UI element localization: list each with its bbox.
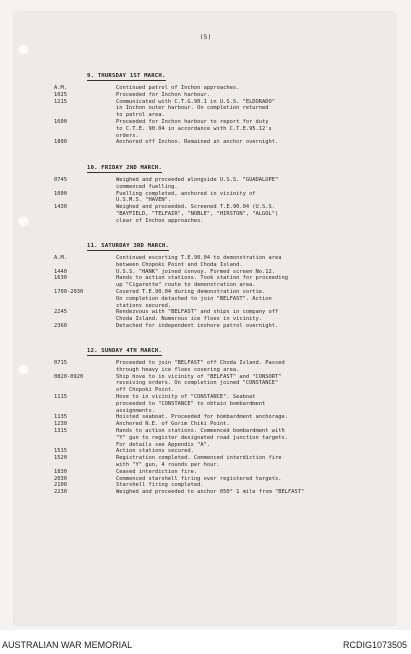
entry-text: Hands to action stations. Commenced bombardment with "Y" gun to register designated road junction targets. For details see Appendix "A".	[116, 427, 289, 448]
log-entry	[54, 204, 377, 224]
entry-text: Weighed and proceeded to anchor 050° 1 mile from "BELFAST"	[116, 489, 305, 496]
entry-text: Communicated with C.T.G.90.1 in U.S.S. "ELDORADO" in Inchon outer harbour. On completion returned to patrol area.	[116, 98, 276, 119]
entry-text: Fuelling completed, anchored in vicinity of U.S.M.S. "HAVEN".	[116, 190, 256, 204]
entry-text: Continued escorting T.E.90.04 to demonstration area between Chopoki Point and Choda Island.	[116, 255, 282, 268]
log-entry	[54, 322, 377, 330]
entry-text: Weighed and proceeded alongside U.S.S. "GUADALUPE" commenced fuelling.	[116, 177, 279, 190]
log-entry	[54, 85, 377, 92]
log-entry	[54, 288, 377, 309]
log-entry	[54, 118, 377, 139]
entry-time: 1135	[54, 414, 67, 421]
entry-text: Continued patrol of Inchon approaches.	[116, 85, 240, 91]
entry-text: Proceeded for Inchon harbour.	[116, 91, 211, 98]
entry-time: A.M.	[54, 85, 67, 91]
entry-text: Anchored off Inchon. Remained at anchor overnight.	[116, 139, 279, 146]
entry-time: 1315	[54, 427, 67, 434]
entry-text: Commenced starshell firing over registered targets.	[116, 475, 282, 482]
footer-reference: RCDIG1073505	[342, 640, 407, 650]
entry-time: 2100	[54, 482, 67, 489]
punch-hole	[18, 216, 29, 227]
entry-text: U.S.S. "HANK" joined convoy. Formed screen No.12.	[116, 268, 276, 275]
entry-text: Ceased interdiction fire.	[116, 468, 198, 475]
log-entry	[54, 468, 377, 476]
entry-text: Hoisted seaboat. Proceeded for bombardment anchorage.	[116, 414, 289, 421]
entry-time: 1600	[54, 118, 67, 125]
footer-institution: AUSTRALIAN WAR MEMORIAL	[2, 640, 133, 650]
punch-hole	[18, 44, 29, 55]
punch-hole	[18, 364, 29, 375]
entry-text: Starshell firing completed.	[116, 482, 204, 489]
log-section	[54, 232, 377, 330]
log-entry	[54, 373, 377, 394]
log-entry	[54, 427, 377, 448]
entry-time: 1115	[54, 393, 67, 400]
section-heading: 12. SUNDAY 4TH MARCH.	[87, 348, 162, 354]
log-entry	[54, 190, 377, 205]
entry-time: 1230	[54, 421, 67, 428]
log-entry	[54, 139, 377, 146]
log-entry	[54, 414, 377, 421]
log-entry	[54, 177, 377, 191]
log-entry	[54, 393, 377, 414]
entry-time: 1800	[54, 139, 67, 146]
entry-time: 2230	[54, 489, 67, 496]
entry-text: Weighed and proceeded. Screened T.E.90.04 (U.S.S. "BAYFIELD, "TELFAIR", "NOBLE", "HIRSTON", "ALGOL") clear of Inchon approaches.	[116, 204, 279, 224]
entry-time: 1440	[54, 268, 67, 275]
entry-time: 1215	[54, 98, 67, 105]
entry-text: Hands to action stations. Took station for proceeding up "Cigarette" route to demonstration area.	[116, 275, 289, 289]
log-entry	[54, 448, 377, 455]
section-heading: 10. FRIDAY 2ND MARCH.	[87, 165, 162, 171]
log-entry	[54, 489, 377, 496]
entry-time: 2360	[54, 322, 67, 329]
entry-text: Action stations secured.	[116, 448, 194, 455]
log-entry	[54, 91, 377, 99]
entry-time: 1025	[54, 91, 67, 98]
log-section	[54, 337, 377, 496]
page-number: (5)	[199, 33, 212, 41]
entry-text: Proceeded for Inchon harbour to report for duty to C.T.E. 90.04 in accordance with C.T.E.95.12's orders.	[116, 118, 272, 139]
log-entry	[54, 268, 377, 276]
entry-time: 2030	[54, 475, 67, 482]
log-section	[54, 62, 377, 146]
log-entry	[54, 482, 377, 489]
entry-text: Hove to in vicinity of "CONSTANCE". Seaboat proceeded to "CONSTANCE" to obtain bombardment assignments.	[116, 393, 266, 414]
entry-time: 1830	[54, 468, 67, 475]
log-entry	[54, 309, 377, 323]
entry-time: 0820-0920	[54, 373, 84, 380]
footer-bar	[0, 630, 411, 654]
log-entry	[54, 98, 377, 119]
section-heading: 9. THURSDAY 1ST MARCH.	[87, 73, 166, 79]
log-entry	[54, 455, 377, 469]
entry-time: 1515	[54, 448, 67, 455]
section-heading: 11. SATURDAY 3RD MARCH.	[87, 243, 170, 249]
log-entry	[54, 275, 377, 289]
entry-time: 2245	[54, 309, 67, 316]
log-section	[54, 154, 377, 225]
entry-text: Proceeded to join "BELFAST" off Choda Island. Passed through heavy ice floes covering area.	[116, 360, 285, 373]
entry-time: 1630	[54, 275, 67, 282]
log-entry	[54, 360, 377, 374]
entry-text: Anchored N.E. of Gorim Chiki Point.	[116, 421, 230, 428]
entry-text: Rendezvous with "BELFAST" and ships in company off Choda Island. Numerous ice floes in vicinity.	[116, 309, 279, 323]
entry-text: Covered T.E.90.04 during demonstration sortie. On completion detached to join "BELFAST". Action stations secured.	[116, 288, 272, 309]
entry-text: Registration completed. Commenced interdiction fire with "Y" gun, 4 rounds per hour.	[116, 455, 282, 468]
entry-time: A.M.	[54, 255, 67, 261]
entry-text: Ship hove to in vicinity of "BELFAST" and "CONSORT" receiving orders. On completion joined "CONSTANCE" off Chopoki Point.	[116, 373, 282, 394]
entry-time: 1520	[54, 455, 67, 462]
entry-time: 0745	[54, 177, 67, 183]
log-entry	[54, 475, 377, 483]
entry-time: 0715	[54, 360, 67, 366]
entry-text: Detached for independent inshore patrol overnight.	[116, 322, 279, 329]
entry-time: 1430	[54, 204, 67, 211]
log-entry	[54, 255, 377, 269]
log-entry	[54, 421, 377, 428]
entry-time: 1000	[54, 190, 67, 197]
entry-time: 1700-2030	[54, 288, 84, 295]
